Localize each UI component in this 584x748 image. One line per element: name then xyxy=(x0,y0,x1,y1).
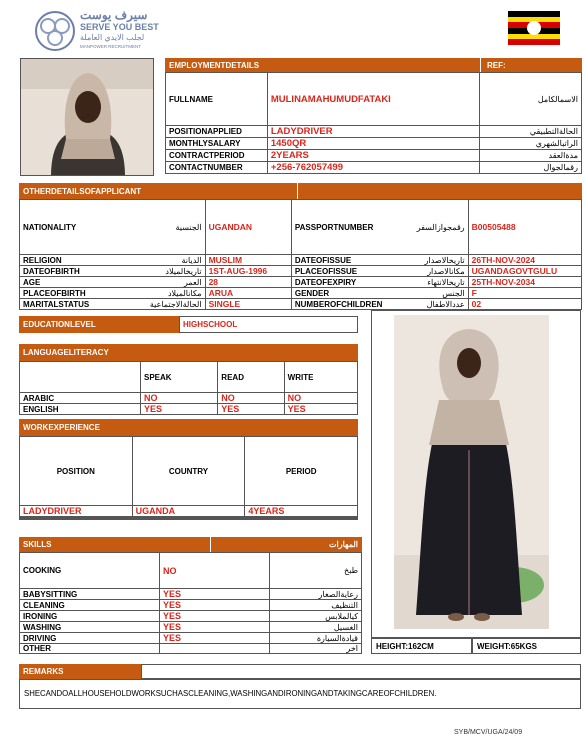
employment-details-title: EMPLOYMENTDETAILS xyxy=(169,60,260,70)
other-value: MUSLIM xyxy=(205,255,291,266)
other-label: MARITALSTATUS xyxy=(20,299,127,310)
other-label-arabic: الديانة xyxy=(127,255,205,266)
other-details-title: OTHERDETAILSOFAPPLICANT xyxy=(23,186,142,196)
weight-box xyxy=(472,638,581,654)
skills-header xyxy=(19,537,210,552)
experience-position: LADYDRIVER xyxy=(20,506,133,517)
skill-row xyxy=(20,553,362,589)
other-label-arabic: الجنس xyxy=(385,288,468,299)
skill-label: COOKING xyxy=(20,553,160,589)
other-label-arabic: تاريخالانتهاء xyxy=(385,277,468,288)
language-read-value: YES xyxy=(218,404,284,415)
skill-label-arabic: كيالملابس xyxy=(270,611,362,622)
language-header-row xyxy=(20,362,358,393)
employment-details-header xyxy=(165,58,480,72)
skill-label-arabic: التنظيف xyxy=(270,600,362,611)
skills-table xyxy=(19,552,362,654)
other-details-row xyxy=(20,277,582,288)
full-body-photo xyxy=(394,315,549,629)
other-label-arabic: عددالاطفال xyxy=(385,299,468,310)
other-label: PASSPORTNUMBER xyxy=(291,200,385,255)
other-details-row xyxy=(20,266,582,277)
employment-value: +256-762057499 xyxy=(267,162,479,174)
ref-header xyxy=(480,58,582,72)
experience-column-header: COUNTRY xyxy=(132,437,245,506)
document-code: SYB/MCV/UGA/24/09 xyxy=(454,729,523,736)
other-value: UGANDAN xyxy=(205,200,291,255)
other-label-arabic: الحالةالاجتماعية xyxy=(127,299,205,310)
other-label-arabic: تاريخالاصدار xyxy=(385,255,468,266)
other-label: GENDER xyxy=(291,288,385,299)
applicant-portrait-photo xyxy=(20,58,154,176)
other-details-header-right xyxy=(297,183,582,199)
other-label: DATEOFBIRTH xyxy=(20,266,127,277)
language-column-header: READ xyxy=(218,362,284,393)
employment-value: 2YEARS xyxy=(267,150,479,162)
uganda-flag-icon xyxy=(508,11,560,45)
other-label-arabic: مكانالاصدار xyxy=(385,266,468,277)
employment-row xyxy=(166,162,582,174)
other-value: F xyxy=(468,288,581,299)
other-value: 02 xyxy=(468,299,581,310)
other-label: NATIONALITY xyxy=(20,200,127,255)
logo-english-tagline: MANPOWER RECRUITMENT xyxy=(80,44,141,49)
experience-column-header: PERIOD xyxy=(245,437,358,506)
skill-label: IRONING xyxy=(20,611,160,622)
employment-label: POSITIONAPPLIED xyxy=(166,126,268,138)
work-experience-title: WORKEXPERIENCE xyxy=(23,423,100,432)
other-label: PLACEOFBIRTH xyxy=(20,288,127,299)
remarks-title: REMARKS xyxy=(23,667,64,676)
other-label-arabic: رقمجوازالسفر xyxy=(385,200,468,255)
skill-value: YES xyxy=(160,622,270,633)
height-value: HEIGHT:162CM xyxy=(376,641,434,651)
skills-header-ar xyxy=(210,537,362,552)
employment-label-arabic: الاسمالكامل xyxy=(480,73,582,126)
logo-arabic-tagline: لجلب الايدي العاملة xyxy=(80,33,145,42)
other-details-row xyxy=(20,200,582,255)
other-details-header xyxy=(19,183,297,199)
other-label-arabic: العمر xyxy=(127,277,205,288)
employment-label: CONTRACTPERIOD xyxy=(166,150,268,162)
logo-english-name: SERVE YOU BEST xyxy=(80,22,159,32)
employment-value: MULINAMAHUMUDFATAKI xyxy=(267,73,479,126)
employment-label: MONTHLYSALARY xyxy=(166,138,268,150)
language-speak-value: YES xyxy=(141,404,218,415)
skill-row xyxy=(20,644,362,654)
language-literacy-title: LANGUAGELITERACY xyxy=(23,348,109,357)
employment-label-arabic: مدةالعقد xyxy=(480,150,582,162)
experience-country: UGANDA xyxy=(132,506,245,517)
other-details-row xyxy=(20,288,582,299)
employment-value: 1450QR xyxy=(267,138,479,150)
work-experience-header xyxy=(19,419,358,436)
other-value: 26TH-NOV-2024 xyxy=(468,255,581,266)
education-level-label: EDUCATIONLEVEL xyxy=(23,320,96,329)
skill-row xyxy=(20,622,362,633)
employment-value: LADYDRIVER xyxy=(267,126,479,138)
skill-label: CLEANING xyxy=(20,600,160,611)
skill-value: YES xyxy=(160,600,270,611)
employment-label: CONTACTNUMBER xyxy=(166,162,268,174)
height-box xyxy=(371,638,472,654)
skill-row xyxy=(20,589,362,600)
skill-value xyxy=(160,644,270,654)
skill-label-arabic: رعايةالصغار xyxy=(270,589,362,600)
other-label-arabic: تاريخالميلاد xyxy=(127,266,205,277)
experience-column-header: POSITION xyxy=(20,437,133,506)
language-name: ARABIC xyxy=(20,393,141,404)
education-level-value-box xyxy=(179,316,358,333)
language-write-value: NO xyxy=(284,393,357,404)
language-column-header: SPEAK xyxy=(141,362,218,393)
company-logo xyxy=(34,8,159,54)
skill-row xyxy=(20,611,362,622)
skill-value: YES xyxy=(160,589,270,600)
other-value: 25TH-NOV-2034 xyxy=(468,277,581,288)
logo-arabic-name: سيرف يوست xyxy=(80,8,148,22)
other-label: PLACEOFISSUE xyxy=(291,266,385,277)
experience-period: 4YEARS xyxy=(245,506,358,517)
education-level-header xyxy=(19,316,179,333)
other-value: UGANDAGOVTGULU xyxy=(468,266,581,277)
weight-value: WEIGHT:65KGS xyxy=(477,641,538,651)
employment-label-arabic: الراتبالشهري xyxy=(480,138,582,150)
employment-row xyxy=(166,126,582,138)
language-name: ENGLISH xyxy=(20,404,141,415)
skill-label: WASHING xyxy=(20,622,160,633)
experience-empty-cell xyxy=(132,519,245,520)
language-table xyxy=(19,361,358,415)
other-value: ARUA xyxy=(205,288,291,299)
other-label-arabic: مكانالميلاد xyxy=(127,288,205,299)
experience-empty-cell xyxy=(245,519,358,520)
skills-title: SKILLS xyxy=(23,540,52,549)
other-details-table xyxy=(19,199,582,310)
skills-title-arabic: المهارات xyxy=(328,540,358,549)
other-value: SINGLE xyxy=(205,299,291,310)
language-speak-value: NO xyxy=(141,393,218,404)
other-label: DATEOFISSUE xyxy=(291,255,385,266)
remarks-header xyxy=(19,664,141,679)
other-label-arabic: الجنسية xyxy=(127,200,205,255)
skill-value: YES xyxy=(160,633,270,644)
ref-label: REF: xyxy=(487,60,506,70)
employment-row xyxy=(166,150,582,162)
other-value: 28 xyxy=(205,277,291,288)
language-write-value: YES xyxy=(284,404,357,415)
work-experience-table xyxy=(19,436,358,520)
language-literacy-header xyxy=(19,344,358,361)
skill-label: BABYSITTING xyxy=(20,589,160,600)
language-row xyxy=(20,393,358,404)
employment-label-arabic: الحالةالتطبيقي xyxy=(480,126,582,138)
employment-label: FULLNAME xyxy=(166,73,268,126)
skill-label: DRIVING xyxy=(20,633,160,644)
education-level-value: HIGHSCHOOL xyxy=(183,320,238,329)
experience-row xyxy=(20,506,358,517)
employment-row xyxy=(166,73,582,126)
experience-header-row xyxy=(20,437,358,506)
skill-label-arabic: الغسيل xyxy=(270,622,362,633)
skill-label-arabic: قيادةالسيارة xyxy=(270,633,362,644)
employment-table xyxy=(165,72,582,174)
other-label: RELIGION xyxy=(20,255,127,266)
skill-value: NO xyxy=(160,553,270,589)
skill-value: YES xyxy=(160,611,270,622)
skill-label-arabic: اخر xyxy=(270,644,362,654)
language-column-header: WRITE xyxy=(284,362,357,393)
remarks-text: SHECANDOALLHOUSEHOLDWORKSUCHASCLEANING,WASHINGANDIRONINGANDTAKINGCAREOFCHILDREN. xyxy=(24,689,437,698)
full-body-photo-frame xyxy=(371,310,581,638)
language-row xyxy=(20,404,358,415)
skill-label-arabic: طبخ xyxy=(270,553,362,589)
language-read-value: NO xyxy=(218,393,284,404)
language-corner-cell xyxy=(20,362,141,393)
other-label: DATEOFEXPIRY xyxy=(291,277,385,288)
employment-details-section xyxy=(165,58,582,174)
other-value: 1ST-AUG-1996 xyxy=(205,266,291,277)
other-details-row xyxy=(20,255,582,266)
other-details-row xyxy=(20,299,582,310)
remarks-header-right xyxy=(141,664,581,679)
remarks-box xyxy=(19,679,581,709)
logo-mark-icon xyxy=(34,10,76,52)
other-label: NUMBEROFCHILDREN xyxy=(291,299,385,310)
other-value: B00505488 xyxy=(468,200,581,255)
employment-label-arabic: رقمالجوال xyxy=(480,162,582,174)
skill-label: OTHER xyxy=(20,644,160,654)
employment-row xyxy=(166,138,582,150)
experience-empty-cell xyxy=(20,519,133,520)
other-label: AGE xyxy=(20,277,127,288)
skill-row xyxy=(20,633,362,644)
skill-row xyxy=(20,600,362,611)
experience-empty-row xyxy=(20,519,358,520)
